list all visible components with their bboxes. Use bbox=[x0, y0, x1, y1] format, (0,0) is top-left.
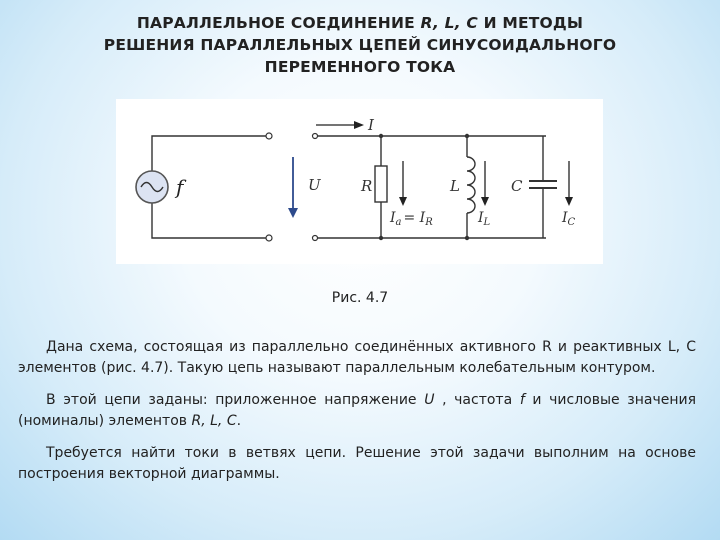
title-line-1: ПАРАЛЛЕЛЬНОЕ СОЕДИНЕНИЕ R, L, C И МЕТОДЫ bbox=[136, 14, 584, 32]
paragraph-2: В этой цепи заданы: приложенное напряжение U , частота f и числовые значения (номиналы) элементов R, L, C. bbox=[18, 392, 696, 429]
voltage-arrow-icon bbox=[288, 208, 298, 218]
inductor-label: L bbox=[450, 177, 460, 195]
paragraph-1: Дана схема, состоящая из параллельно соединённых активного R и реактивных L, C элементов (рис. 4.7). Такую цепь называют параллельным колебательным контуром. bbox=[18, 339, 696, 376]
ic-arrow-icon bbox=[565, 197, 573, 206]
current-label: I bbox=[368, 116, 374, 134]
source-wires bbox=[152, 136, 269, 238]
resistor bbox=[375, 166, 387, 202]
terminal-bottom-right bbox=[313, 236, 318, 241]
il-arrow-icon bbox=[481, 197, 489, 206]
inductor bbox=[467, 157, 475, 213]
ic-label: $I_C$ bbox=[562, 210, 576, 228]
terminal-top-right bbox=[313, 134, 318, 139]
voltage-var: U bbox=[424, 392, 435, 408]
title-variables: R, L, C bbox=[420, 14, 478, 32]
il-label: $I_L$ bbox=[478, 210, 491, 228]
figure-caption: Рис. 4.7 bbox=[331, 290, 389, 306]
terminal-bottom-left bbox=[266, 235, 272, 241]
resistor-label: R bbox=[361, 177, 373, 195]
current-arrow-icon bbox=[354, 121, 364, 129]
source-frequency-label: f bbox=[176, 175, 184, 199]
element-vars: R, L, C bbox=[191, 413, 237, 429]
body-text bbox=[18, 337, 696, 496]
circuit-diagram bbox=[116, 99, 603, 264]
frequency-var: f bbox=[519, 392, 525, 408]
capacitor-label: C bbox=[511, 177, 523, 195]
circuit-svg bbox=[116, 99, 603, 264]
title-line-3: ПЕРЕМЕННОГО ТОКА bbox=[264, 58, 456, 76]
terminal-top-left bbox=[266, 133, 272, 139]
ir-arrow-icon bbox=[399, 197, 407, 206]
title-line-2: РЕШЕНИЯ ПАРАЛЛЕЛЬНЫХ ЦЕПЕЙ СИНУСОИДАЛЬНОГО bbox=[103, 36, 617, 54]
paragraph-3: Требуется найти токи в ветвях цепи. Решение этой задачи выполним на основе построения векторной диаграммы. bbox=[18, 445, 696, 482]
slide-title bbox=[60, 12, 660, 78]
ir-label: $I_a = I_R$ bbox=[390, 210, 433, 228]
voltage-label: U bbox=[308, 176, 321, 194]
